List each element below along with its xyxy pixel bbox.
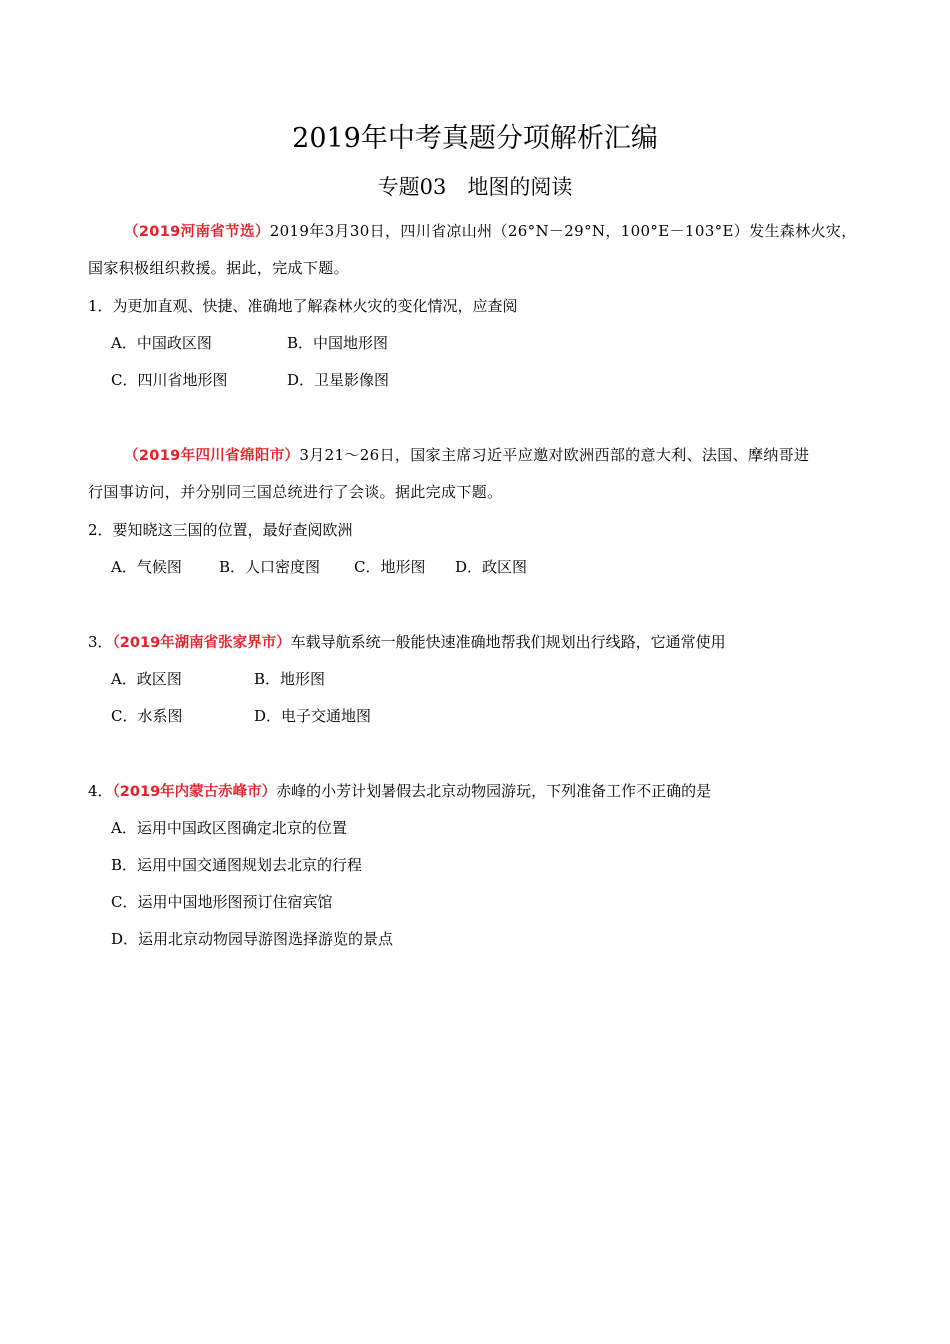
q1-option-d: D．卫星影像图 bbox=[287, 371, 390, 389]
q1-source: （2019河南省节选） bbox=[124, 224, 270, 240]
q2-intro-text: 3月21～26日，国家主席习近平应邀对欧洲西部的意大利、法国、摩纳哥进 bbox=[299, 446, 810, 464]
q3-number: 3． bbox=[88, 633, 113, 651]
q1-intro-line1 bbox=[124, 220, 857, 243]
q4-option-a: A．运用中国政区图确定北京的位置 bbox=[111, 819, 347, 837]
q1-option-b: B．中国地形图 bbox=[287, 334, 389, 352]
q4-option-b: B．运用中国交通图规划去北京的行程 bbox=[111, 856, 363, 874]
document-subtitle: 专题03 地图的阅读 bbox=[377, 175, 573, 199]
q3-option-c: C．水系图 bbox=[111, 707, 183, 725]
q3-option-a: A．政区图 bbox=[111, 670, 182, 688]
q2-intro-line2: 行国事访问，并分别同三国总统进行了会谈。据此完成下题。 bbox=[88, 483, 503, 501]
q2-option-d: D．政区图 bbox=[455, 558, 528, 576]
q2-number: 2． bbox=[88, 521, 113, 539]
q1-intro-text: 2019年3月30日，四川省凉山州（26°N－29°N，100°E－103°E）发生森林火灾， bbox=[269, 222, 857, 240]
q1-question bbox=[88, 295, 518, 317]
q1-intro-line2: 国家积极组织救援。据此，完成下题。 bbox=[88, 259, 349, 277]
q2-intro-line1 bbox=[124, 444, 809, 467]
q3-option-b: B．地形图 bbox=[254, 670, 326, 688]
q4-question bbox=[88, 780, 711, 803]
q2-option-c: C．地形图 bbox=[354, 558, 426, 576]
q4-option-d: D．运用北京动物园导游图选择游览的景点 bbox=[111, 930, 394, 948]
q1-option-a: A．中国政区图 bbox=[111, 334, 212, 352]
q3-option-d: D．电子交通地图 bbox=[254, 707, 372, 725]
q4-source: （2019年内蒙古赤峰市） bbox=[112, 784, 277, 800]
q4-number: 4． bbox=[88, 782, 113, 800]
q3-question bbox=[88, 631, 726, 654]
q1-option-c: C．四川省地形图 bbox=[111, 371, 228, 389]
q1-number: 1． bbox=[88, 297, 113, 315]
q2-option-b: B．人口密度图 bbox=[219, 558, 321, 576]
q3-source: （2019年湖南省张家界市） bbox=[112, 635, 291, 651]
q3-stem: 车载导航系统一般能快速准确地帮我们规划出行线路，它通常使用 bbox=[290, 633, 726, 651]
q4-stem: 赤峰的小芳计划暑假去北京动物园游玩，下列准备工作不正确的是 bbox=[276, 782, 712, 800]
q2-stem: 要知晓这三国的位置，最好查阅欧洲 bbox=[112, 521, 353, 539]
q2-question bbox=[88, 519, 353, 541]
q4-option-c: C．运用中国地形图预订住宿宾馆 bbox=[111, 893, 333, 911]
q1-stem: 为更加直观、快捷、准确地了解森林火灾的变化情况，应查阅 bbox=[112, 297, 518, 315]
q2-source: （2019年四川省绵阳市） bbox=[124, 448, 300, 464]
document-title: 2019年中考真题分项解析汇编 bbox=[292, 123, 658, 154]
q2-option-a: A．气候图 bbox=[111, 558, 182, 576]
